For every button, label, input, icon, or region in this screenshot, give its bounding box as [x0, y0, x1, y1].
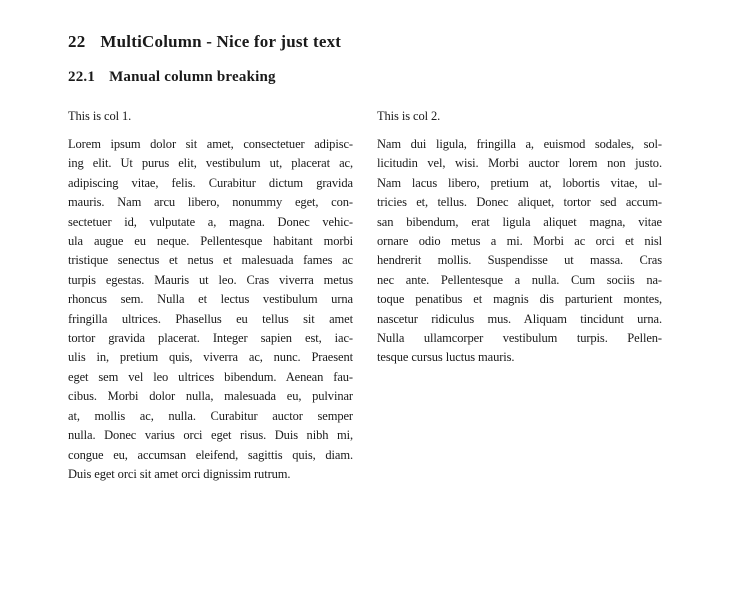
text-line: Nam lacus libero, pretium at, lobortis vitae, ul-: [377, 175, 662, 190]
section-heading: [68, 32, 663, 51]
text-line: nec ante. Pellentesque a nulla. Cum sociis na-: [377, 272, 662, 287]
text-line: hendrerit mollis. Suspendisse ut massa. Cras: [377, 253, 662, 268]
text-line: adipiscing vitae, felis. Curabitur dictum gravida: [68, 175, 353, 190]
text-line: sectetuer id, vulputate a, magna. Donec vehic-: [68, 214, 353, 229]
two-column-layout: [68, 107, 663, 484]
column-2: [377, 107, 662, 484]
text-line: ing elit. Ut purus elit, vestibulum ut, placerat ac,: [68, 156, 353, 171]
text-line: rhoncus sem. Nulla et lectus vestibulum urna: [68, 292, 353, 307]
text-line: tristique senectus et netus et malesuada fames ac: [68, 253, 353, 268]
column-1-intro: This is col 1.: [68, 109, 132, 123]
text-line: turpis egestas. Mauris ut leo. Cras viverra metus: [68, 272, 353, 287]
text-line: tortor gravida placerat. Integer sapien est, iac-: [68, 331, 353, 346]
text-line: ulis in, pretium quis, viverra ac, nunc. Praesent: [68, 350, 353, 365]
subsection-number: 22.1: [68, 69, 96, 85]
column-2-paragraph: [377, 135, 662, 368]
text-line: Nulla ullamcorper vestibulum turpis. Pellen-: [377, 331, 662, 346]
section-title: MultiColumn - Nice for just text: [100, 32, 342, 51]
column-1-paragraph: [68, 135, 353, 484]
subsection-heading: [68, 69, 663, 86]
text-line: san bibendum, erat ligula aliquet magna, vitae: [377, 214, 662, 229]
text-line: ula augue eu neque. Pellentesque habitant morbi: [68, 234, 353, 249]
text-line: nulla. Donec varius orci eget risus. Duis nibh mi,: [68, 428, 353, 443]
text-line: Nam dui ligula, fringilla a, euismod sodales, sol-: [377, 137, 662, 151]
section-number: 22: [68, 32, 86, 51]
text-line: ornare odio metus a mi. Morbi ac orci et nisl: [377, 234, 662, 249]
text-line: tesque cursus luctus mauris.: [377, 350, 515, 365]
text-line: nascetur ridiculus mus. Aliquam tincidunt urna.: [377, 311, 662, 326]
text-line: licitudin vel, wisi. Morbi auctor lorem non justo.: [377, 156, 662, 171]
column-2-intro: This is col 2.: [377, 109, 441, 123]
text-line: congue eu, accumsan eleifend, sagittis quis, diam.: [68, 447, 353, 462]
text-line: cibus. Morbi dolor nulla, malesuada eu, pulvinar: [68, 389, 353, 404]
text-line: Lorem ipsum dolor sit amet, consectetuer adipisc-: [68, 137, 353, 151]
text-line: mauris. Nam arcu libero, nonummy eget, con-: [68, 195, 353, 210]
page-content: [68, 32, 663, 484]
text-line: eget sem vel leo ultrices bibendum. Aenean fau-: [68, 369, 353, 384]
subsection-title: Manual column breaking: [109, 69, 276, 85]
text-line: at, mollis ac, nulla. Curabitur auctor semper: [68, 408, 353, 423]
text-line: toque penatibus et magnis dis parturient montes,: [377, 292, 662, 307]
text-line: fringilla ultrices. Phasellus eu tellus sit amet: [68, 311, 353, 326]
column-1: [68, 107, 353, 484]
text-line: Duis eget orci sit amet orci dignissim rutrum.: [68, 466, 291, 481]
text-line: tricies et, tellus. Donec aliquet, tortor sed accum-: [377, 195, 662, 210]
